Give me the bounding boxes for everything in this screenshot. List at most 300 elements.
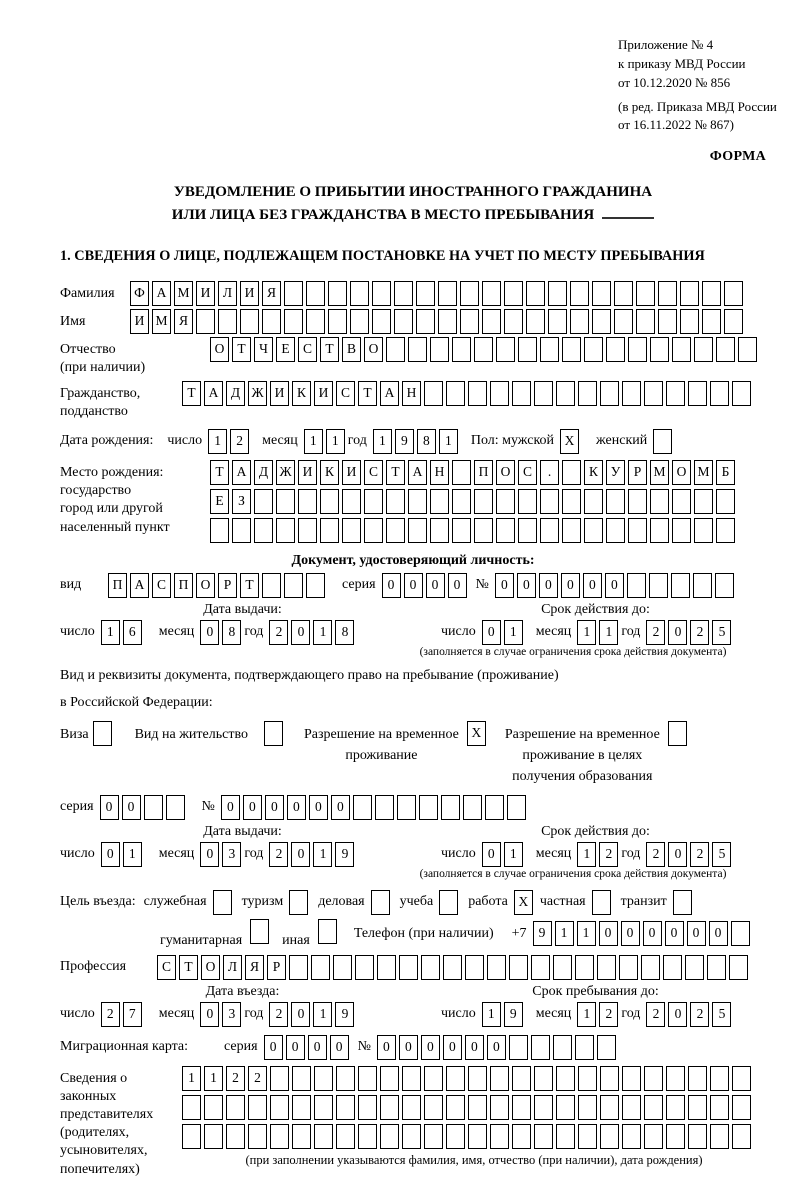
char-cell[interactable]: Ч (254, 337, 273, 362)
char-cell[interactable]: М (152, 309, 171, 334)
char-cell[interactable]: 5 (712, 842, 731, 867)
char-cell[interactable]: Я (262, 281, 281, 306)
char-cell[interactable] (556, 1124, 575, 1149)
char-cell[interactable] (276, 489, 295, 514)
char-cell[interactable]: 6 (123, 620, 142, 645)
char-cell[interactable]: Н (402, 381, 421, 406)
char-cell[interactable]: 1 (599, 620, 618, 645)
char-cell[interactable] (702, 309, 721, 334)
char-cell[interactable] (358, 1066, 377, 1091)
char-cell[interactable]: 1 (577, 921, 596, 946)
char-cell[interactable]: 0 (291, 1002, 310, 1027)
char-cell[interactable] (548, 281, 567, 306)
char-cell[interactable]: 1 (482, 1002, 501, 1027)
char-cell[interactable]: 0 (101, 842, 120, 867)
char-cell[interactable]: 0 (687, 921, 706, 946)
char-cell[interactable]: 0 (668, 842, 687, 867)
char-cell[interactable]: 2 (599, 1002, 618, 1027)
char-cell[interactable] (402, 1095, 421, 1120)
char-cell[interactable] (380, 1066, 399, 1091)
char-cell[interactable] (336, 1066, 355, 1091)
char-cell[interactable] (531, 1035, 550, 1060)
char-cell[interactable] (394, 309, 413, 334)
char-cell[interactable] (386, 518, 405, 543)
char-cell[interactable]: 0 (709, 921, 728, 946)
char-cell[interactable] (578, 1066, 597, 1091)
char-cell[interactable] (333, 955, 352, 980)
char-cell[interactable] (672, 518, 691, 543)
char-cell[interactable] (452, 518, 471, 543)
char-cell[interactable] (650, 489, 669, 514)
char-cell[interactable] (430, 518, 449, 543)
char-cell[interactable] (562, 518, 581, 543)
char-cell[interactable] (490, 381, 509, 406)
char-cell[interactable] (463, 795, 482, 820)
char-cell[interactable]: У (606, 460, 625, 485)
char-cell[interactable]: 2 (690, 1002, 709, 1027)
char-cell[interactable] (693, 573, 712, 598)
char-cell[interactable] (622, 381, 641, 406)
char-cell[interactable] (262, 573, 281, 598)
char-cell[interactable]: 0 (308, 1035, 327, 1060)
char-cell[interactable]: 8 (222, 620, 241, 645)
char-cell[interactable]: М (174, 281, 193, 306)
char-cell[interactable] (402, 1124, 421, 1149)
char-cell[interactable]: 0 (200, 842, 219, 867)
char-cell[interactable]: О (196, 573, 215, 598)
char-cell[interactable] (556, 1066, 575, 1091)
char-cell[interactable]: Т (320, 337, 339, 362)
char-cell[interactable] (490, 1066, 509, 1091)
char-cell[interactable] (424, 381, 443, 406)
char-cell[interactable] (306, 281, 325, 306)
char-cell[interactable] (710, 1066, 729, 1091)
char-cell[interactable] (627, 573, 646, 598)
char-cell[interactable]: Б (716, 460, 735, 485)
char-cell[interactable] (724, 309, 743, 334)
char-cell[interactable] (424, 1124, 443, 1149)
char-cell[interactable] (474, 337, 493, 362)
char-cell[interactable] (644, 1066, 663, 1091)
char-cell[interactable] (650, 337, 669, 362)
char-cell[interactable] (600, 381, 619, 406)
char-cell[interactable] (424, 1066, 443, 1091)
char-cell[interactable] (715, 573, 734, 598)
char-cell[interactable] (416, 309, 435, 334)
char-cell[interactable] (342, 518, 361, 543)
char-cell[interactable] (614, 281, 633, 306)
char-cell[interactable]: 2 (690, 842, 709, 867)
char-cell[interactable] (716, 489, 735, 514)
char-cell[interactable] (584, 489, 603, 514)
char-cell[interactable] (496, 489, 515, 514)
char-cell[interactable] (375, 795, 394, 820)
char-cell[interactable] (738, 337, 757, 362)
char-cell[interactable]: И (130, 309, 149, 334)
char-cell[interactable] (250, 919, 269, 944)
char-cell[interactable] (732, 1124, 751, 1149)
char-cell[interactable] (512, 1066, 531, 1091)
char-cell[interactable]: 0 (265, 795, 284, 820)
char-cell[interactable] (562, 489, 581, 514)
char-cell[interactable] (540, 489, 559, 514)
char-cell[interactable] (438, 281, 457, 306)
char-cell[interactable] (380, 1124, 399, 1149)
char-cell[interactable]: 5 (712, 1002, 731, 1027)
char-cell[interactable] (248, 1095, 267, 1120)
char-cell[interactable] (452, 489, 471, 514)
char-cell[interactable] (688, 381, 707, 406)
char-cell[interactable]: 2 (248, 1066, 267, 1091)
char-cell[interactable]: 2 (599, 842, 618, 867)
char-cell[interactable] (270, 1124, 289, 1149)
char-cell[interactable] (584, 518, 603, 543)
char-cell[interactable]: М (650, 460, 669, 485)
char-cell[interactable]: Д (226, 381, 245, 406)
char-cell[interactable] (446, 381, 465, 406)
char-cell[interactable] (702, 281, 721, 306)
char-cell[interactable]: 0 (426, 573, 445, 598)
char-cell[interactable]: 0 (404, 573, 423, 598)
char-cell[interactable] (553, 955, 572, 980)
char-cell[interactable] (439, 890, 458, 915)
char-cell[interactable] (496, 518, 515, 543)
char-cell[interactable]: 0 (561, 573, 580, 598)
char-cell[interactable] (226, 1124, 245, 1149)
char-cell[interactable]: А (380, 381, 399, 406)
char-cell[interactable] (578, 381, 597, 406)
char-cell[interactable]: 0 (583, 573, 602, 598)
char-cell[interactable]: 0 (665, 921, 684, 946)
char-cell[interactable]: 7 (123, 1002, 142, 1027)
char-cell[interactable]: 0 (605, 573, 624, 598)
char-cell[interactable] (600, 1095, 619, 1120)
char-cell[interactable]: Т (386, 460, 405, 485)
char-cell[interactable] (408, 518, 427, 543)
char-cell[interactable] (336, 1124, 355, 1149)
char-cell[interactable] (377, 955, 396, 980)
char-cell[interactable]: К (584, 460, 603, 485)
char-cell[interactable]: 8 (417, 429, 436, 454)
char-cell[interactable] (342, 489, 361, 514)
char-cell[interactable]: А (204, 381, 223, 406)
char-cell[interactable] (490, 1124, 509, 1149)
char-cell[interactable] (724, 281, 743, 306)
char-cell[interactable] (710, 1124, 729, 1149)
char-cell[interactable] (292, 1066, 311, 1091)
char-cell[interactable] (468, 1066, 487, 1091)
char-cell[interactable] (289, 890, 308, 915)
char-cell[interactable] (328, 281, 347, 306)
char-cell[interactable]: Т (358, 381, 377, 406)
char-cell[interactable]: Ф (130, 281, 149, 306)
char-cell[interactable]: 1 (313, 1002, 332, 1027)
char-cell[interactable]: 2 (690, 620, 709, 645)
char-cell[interactable]: 0 (382, 573, 401, 598)
char-cell[interactable] (380, 1095, 399, 1120)
char-cell[interactable] (350, 281, 369, 306)
char-cell[interactable]: Т (210, 460, 229, 485)
char-cell[interactable] (399, 955, 418, 980)
char-cell[interactable] (628, 337, 647, 362)
char-cell[interactable] (606, 337, 625, 362)
char-cell[interactable] (658, 281, 677, 306)
char-cell[interactable]: 8 (335, 620, 354, 645)
char-cell[interactable] (578, 1095, 597, 1120)
char-cell[interactable] (526, 309, 545, 334)
char-cell[interactable]: С (152, 573, 171, 598)
char-cell[interactable] (666, 1095, 685, 1120)
char-cell[interactable] (606, 518, 625, 543)
char-cell[interactable] (474, 518, 493, 543)
char-cell[interactable]: 0 (243, 795, 262, 820)
char-cell[interactable]: 0 (200, 620, 219, 645)
char-cell[interactable] (680, 281, 699, 306)
char-cell[interactable] (512, 381, 531, 406)
char-cell[interactable] (386, 337, 405, 362)
char-cell[interactable] (446, 1095, 465, 1120)
char-cell[interactable]: 2 (269, 620, 288, 645)
char-cell[interactable] (570, 281, 589, 306)
char-cell[interactable] (540, 518, 559, 543)
char-cell[interactable] (474, 489, 493, 514)
char-cell[interactable]: А (152, 281, 171, 306)
char-cell[interactable] (658, 309, 677, 334)
char-cell[interactable]: 9 (335, 1002, 354, 1027)
char-cell[interactable] (386, 489, 405, 514)
char-cell[interactable] (452, 460, 471, 485)
char-cell[interactable]: С (336, 381, 355, 406)
char-cell[interactable]: Р (218, 573, 237, 598)
char-cell[interactable] (298, 489, 317, 514)
char-cell[interactable] (460, 309, 479, 334)
char-cell[interactable] (306, 573, 325, 598)
char-cell[interactable]: К (320, 460, 339, 485)
char-cell[interactable]: О (210, 337, 229, 362)
char-cell[interactable]: 0 (448, 573, 467, 598)
char-cell[interactable]: 1 (208, 429, 227, 454)
char-cell[interactable]: 0 (377, 1035, 396, 1060)
char-cell[interactable] (262, 309, 281, 334)
char-cell[interactable]: 1 (123, 842, 142, 867)
char-cell[interactable]: А (408, 460, 427, 485)
char-cell[interactable]: В (342, 337, 361, 362)
char-cell[interactable]: А (130, 573, 149, 598)
char-cell[interactable] (314, 1095, 333, 1120)
char-cell[interactable] (166, 795, 185, 820)
char-cell[interactable]: С (157, 955, 176, 980)
char-cell[interactable] (672, 337, 691, 362)
char-cell[interactable] (210, 518, 229, 543)
char-cell[interactable]: 1 (101, 620, 120, 645)
char-cell[interactable] (487, 955, 506, 980)
char-cell[interactable] (578, 1124, 597, 1149)
char-cell[interactable] (490, 1095, 509, 1120)
char-cell[interactable]: 0 (487, 1035, 506, 1060)
char-cell[interactable] (460, 281, 479, 306)
char-cell[interactable]: Т (232, 337, 251, 362)
char-cell[interactable] (284, 309, 303, 334)
char-cell[interactable] (518, 489, 537, 514)
char-cell[interactable]: X (560, 429, 579, 454)
char-cell[interactable] (636, 309, 655, 334)
char-cell[interactable]: 0 (200, 1002, 219, 1027)
char-cell[interactable]: 9 (335, 842, 354, 867)
char-cell[interactable]: 9 (533, 921, 552, 946)
char-cell[interactable] (685, 955, 704, 980)
char-cell[interactable] (592, 890, 611, 915)
char-cell[interactable]: 1 (555, 921, 574, 946)
char-cell[interactable] (468, 1124, 487, 1149)
char-cell[interactable] (408, 337, 427, 362)
char-cell[interactable] (548, 309, 567, 334)
char-cell[interactable] (364, 518, 383, 543)
char-cell[interactable] (93, 721, 112, 746)
char-cell[interactable]: 0 (122, 795, 141, 820)
char-cell[interactable]: И (342, 460, 361, 485)
char-cell[interactable] (507, 795, 526, 820)
char-cell[interactable] (485, 795, 504, 820)
char-cell[interactable] (649, 573, 668, 598)
char-cell[interactable] (556, 1095, 575, 1120)
char-cell[interactable]: 1 (504, 620, 523, 645)
char-cell[interactable] (292, 1124, 311, 1149)
char-cell[interactable] (408, 489, 427, 514)
char-cell[interactable] (526, 281, 545, 306)
char-cell[interactable] (509, 955, 528, 980)
char-cell[interactable] (441, 795, 460, 820)
char-cell[interactable] (364, 489, 383, 514)
char-cell[interactable] (597, 1035, 616, 1060)
char-cell[interactable]: 0 (331, 795, 350, 820)
char-cell[interactable] (182, 1095, 201, 1120)
char-cell[interactable]: М (694, 460, 713, 485)
char-cell[interactable] (650, 518, 669, 543)
char-cell[interactable] (600, 1066, 619, 1091)
char-cell[interactable]: 2 (646, 1002, 665, 1027)
char-cell[interactable]: 0 (291, 620, 310, 645)
char-cell[interactable] (328, 309, 347, 334)
char-cell[interactable] (416, 281, 435, 306)
char-cell[interactable] (314, 1124, 333, 1149)
char-cell[interactable] (468, 1095, 487, 1120)
char-cell[interactable]: 0 (495, 573, 514, 598)
char-cell[interactable] (688, 1095, 707, 1120)
char-cell[interactable] (372, 309, 391, 334)
char-cell[interactable] (226, 1095, 245, 1120)
char-cell[interactable]: 2 (101, 1002, 120, 1027)
char-cell[interactable]: 0 (221, 795, 240, 820)
char-cell[interactable]: З (232, 489, 251, 514)
char-cell[interactable] (575, 955, 594, 980)
char-cell[interactable]: 2 (226, 1066, 245, 1091)
char-cell[interactable]: Р (267, 955, 286, 980)
char-cell[interactable]: 1 (313, 842, 332, 867)
char-cell[interactable]: 1 (326, 429, 345, 454)
char-cell[interactable]: 0 (517, 573, 536, 598)
char-cell[interactable]: Д (254, 460, 273, 485)
char-cell[interactable] (614, 309, 633, 334)
char-cell[interactable] (666, 1124, 685, 1149)
char-cell[interactable]: 5 (712, 620, 731, 645)
char-cell[interactable]: 0 (291, 842, 310, 867)
char-cell[interactable] (641, 955, 660, 980)
char-cell[interactable] (240, 309, 259, 334)
char-cell[interactable]: 2 (230, 429, 249, 454)
char-cell[interactable]: О (364, 337, 383, 362)
char-cell[interactable] (371, 890, 390, 915)
char-cell[interactable]: И (298, 460, 317, 485)
char-cell[interactable]: Л (218, 281, 237, 306)
char-cell[interactable]: 0 (443, 1035, 462, 1060)
char-cell[interactable] (622, 1124, 641, 1149)
char-cell[interactable] (196, 309, 215, 334)
char-cell[interactable] (694, 518, 713, 543)
char-cell[interactable] (254, 518, 273, 543)
char-cell[interactable] (732, 1095, 751, 1120)
char-cell[interactable] (482, 281, 501, 306)
char-cell[interactable] (644, 1124, 663, 1149)
char-cell[interactable] (644, 381, 663, 406)
char-cell[interactable] (732, 381, 751, 406)
char-cell[interactable]: 0 (539, 573, 558, 598)
char-cell[interactable]: 0 (399, 1035, 418, 1060)
char-cell[interactable]: Т (240, 573, 259, 598)
char-cell[interactable] (622, 1066, 641, 1091)
char-cell[interactable] (518, 337, 537, 362)
char-cell[interactable]: И (270, 381, 289, 406)
char-cell[interactable]: Л (223, 955, 242, 980)
char-cell[interactable] (284, 573, 303, 598)
char-cell[interactable] (144, 795, 163, 820)
char-cell[interactable]: 0 (309, 795, 328, 820)
char-cell[interactable] (213, 890, 232, 915)
char-cell[interactable] (292, 1095, 311, 1120)
char-cell[interactable] (264, 721, 283, 746)
char-cell[interactable]: 0 (621, 921, 640, 946)
char-cell[interactable]: 9 (504, 1002, 523, 1027)
char-cell[interactable] (666, 381, 685, 406)
char-cell[interactable] (355, 955, 374, 980)
char-cell[interactable]: 2 (646, 620, 665, 645)
char-cell[interactable] (438, 309, 457, 334)
char-cell[interactable]: П (474, 460, 493, 485)
char-cell[interactable] (504, 281, 523, 306)
char-cell[interactable]: И (196, 281, 215, 306)
char-cell[interactable] (306, 309, 325, 334)
char-cell[interactable] (688, 1124, 707, 1149)
char-cell[interactable]: 0 (482, 620, 501, 645)
char-cell[interactable]: К (292, 381, 311, 406)
char-cell[interactable] (397, 795, 416, 820)
char-cell[interactable] (619, 955, 638, 980)
char-cell[interactable] (716, 518, 735, 543)
char-cell[interactable] (729, 955, 748, 980)
char-cell[interactable]: 0 (264, 1035, 283, 1060)
char-cell[interactable] (672, 489, 691, 514)
char-cell[interactable] (663, 955, 682, 980)
char-cell[interactable]: С (364, 460, 383, 485)
char-cell[interactable]: 2 (269, 842, 288, 867)
char-cell[interactable] (358, 1124, 377, 1149)
char-cell[interactable]: 0 (668, 1002, 687, 1027)
char-cell[interactable]: 2 (269, 1002, 288, 1027)
char-cell[interactable]: Р (628, 460, 647, 485)
char-cell[interactable]: . (540, 460, 559, 485)
char-cell[interactable]: Я (174, 309, 193, 334)
char-cell[interactable] (592, 309, 611, 334)
char-cell[interactable]: 1 (204, 1066, 223, 1091)
